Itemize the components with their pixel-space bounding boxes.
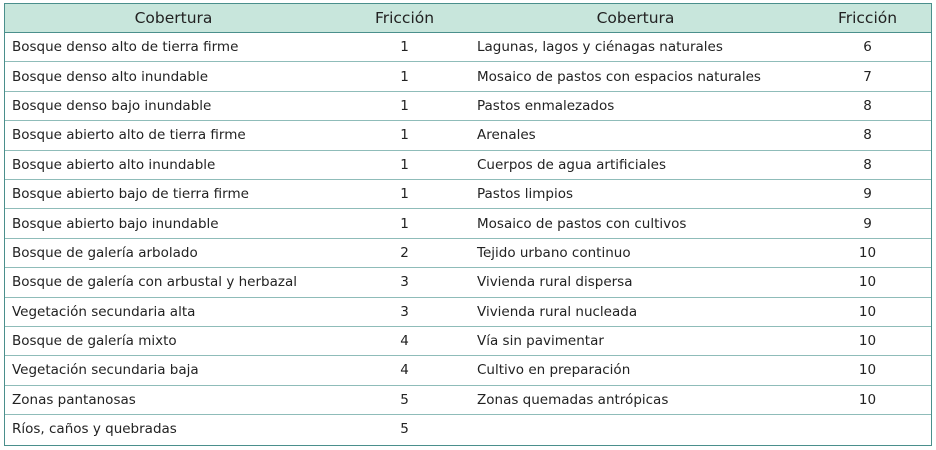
cobertura-left-cell: Bosque abierto bajo inundable xyxy=(5,209,342,238)
cobertura-right-cell: Mosaico de pastos con espacios naturales xyxy=(467,62,804,91)
cobertura-left-cell: Zonas pantanosas xyxy=(5,385,342,414)
table-row xyxy=(5,62,931,91)
friccion-left-cell: 2 xyxy=(342,238,467,267)
cobertura-right-cell xyxy=(467,415,804,444)
friccion-right-cell xyxy=(804,415,931,444)
table-row xyxy=(5,150,931,179)
cobertura-left-cell: Bosque denso bajo inundable xyxy=(5,91,342,120)
friccion-left-cell: 3 xyxy=(342,268,467,297)
friccion-right-cell: 6 xyxy=(804,33,931,62)
cobertura-left-cell: Bosque de galería con arbustal y herbazal xyxy=(5,268,342,297)
table-row xyxy=(5,385,931,414)
friccion-right-cell: 9 xyxy=(804,209,931,238)
table-row xyxy=(5,238,931,267)
table-row xyxy=(5,33,931,62)
table-body xyxy=(5,33,931,444)
friccion-left-cell: 4 xyxy=(342,326,467,355)
friccion-right-cell: 10 xyxy=(804,326,931,355)
header-cobertura-right: Cobertura xyxy=(467,4,804,33)
friction-table xyxy=(5,4,931,443)
friccion-left-cell: 1 xyxy=(342,179,467,208)
table-row xyxy=(5,121,931,150)
cobertura-right-cell: Vivienda rural dispersa xyxy=(467,268,804,297)
cobertura-right-cell: Vía sin pavimentar xyxy=(467,326,804,355)
header-friccion-right: Fricción xyxy=(804,4,931,33)
friccion-left-cell: 1 xyxy=(342,62,467,91)
friccion-left-cell: 5 xyxy=(400,421,409,438)
cobertura-right-cell: Zonas quemadas antrópicas xyxy=(467,385,804,414)
cobertura-left-cell: Bosque abierto alto inundable xyxy=(5,150,342,179)
friccion-right-cell: 7 xyxy=(804,62,931,91)
table-row xyxy=(5,297,931,326)
cobertura-left-cell: Bosque abierto alto de tierra firme xyxy=(5,121,342,150)
cobertura-right-cell: Cultivo en preparación xyxy=(467,356,804,385)
cobertura-right-cell: Mosaico de pastos con cultivos xyxy=(467,209,804,238)
cobertura-left-cell: Bosque denso alto de tierra firme xyxy=(5,33,342,62)
table-row xyxy=(5,179,931,208)
cobertura-right-cell: Vivienda rural nucleada xyxy=(467,297,804,326)
cobertura-left-cell: Bosque abierto bajo de tierra firme xyxy=(5,179,342,208)
friccion-left-cell: 3 xyxy=(342,297,467,326)
header-friccion-left: Fricción xyxy=(342,4,467,33)
table-header-row xyxy=(5,4,931,33)
cobertura-right-cell: Tejido urbano continuo xyxy=(467,238,804,267)
cobertura-right-cell: Arenales xyxy=(467,121,804,150)
friccion-right-cell: 10 xyxy=(804,297,931,326)
friccion-right-cell: 8 xyxy=(804,121,931,150)
friccion-left-cell: 1 xyxy=(342,150,467,179)
cobertura-left-cell: Bosque de galería mixto xyxy=(5,326,342,355)
friction-table-frame xyxy=(4,3,932,446)
cobertura-left-cell: Ríos, caños y quebradas xyxy=(12,421,177,438)
friccion-left-cell: 4 xyxy=(342,356,467,385)
table-row xyxy=(5,356,931,385)
friccion-left-cell: 1 xyxy=(342,33,467,62)
header-cobertura-left: Cobertura xyxy=(5,4,342,33)
friccion-right-cell: 9 xyxy=(804,179,931,208)
table-row xyxy=(5,91,931,120)
friccion-right-cell: 8 xyxy=(804,150,931,179)
friccion-right-cell: 8 xyxy=(804,91,931,120)
friccion-right-cell: 10 xyxy=(804,356,931,385)
cobertura-left-cell: Bosque denso alto inundable xyxy=(5,62,342,91)
friccion-left-cell: 1 xyxy=(342,121,467,150)
table-row xyxy=(5,326,931,355)
friccion-right-cell: 10 xyxy=(804,268,931,297)
friccion-right-cell: 10 xyxy=(804,238,931,267)
table-row xyxy=(5,209,931,238)
cobertura-left-cell: Bosque de galería arbolado xyxy=(5,238,342,267)
friccion-left-cell: 1 xyxy=(342,209,467,238)
cobertura-left-cell: Vegetación secundaria baja xyxy=(5,356,342,385)
cobertura-left-cell: Vegetación secundaria alta xyxy=(5,297,342,326)
cobertura-right-cell: Pastos limpios xyxy=(467,179,804,208)
cobertura-right-cell: Pastos enmalezados xyxy=(467,91,804,120)
friccion-right-cell: 10 xyxy=(804,385,931,414)
cobertura-right-cell: Lagunas, lagos y ciénagas naturales xyxy=(467,33,804,62)
table-row xyxy=(5,415,931,444)
friccion-left-cell: 5 xyxy=(342,385,467,414)
friccion-left-cell: 1 xyxy=(342,91,467,120)
table-row xyxy=(5,268,931,297)
cobertura-right-cell: Cuerpos de agua artificiales xyxy=(467,150,804,179)
